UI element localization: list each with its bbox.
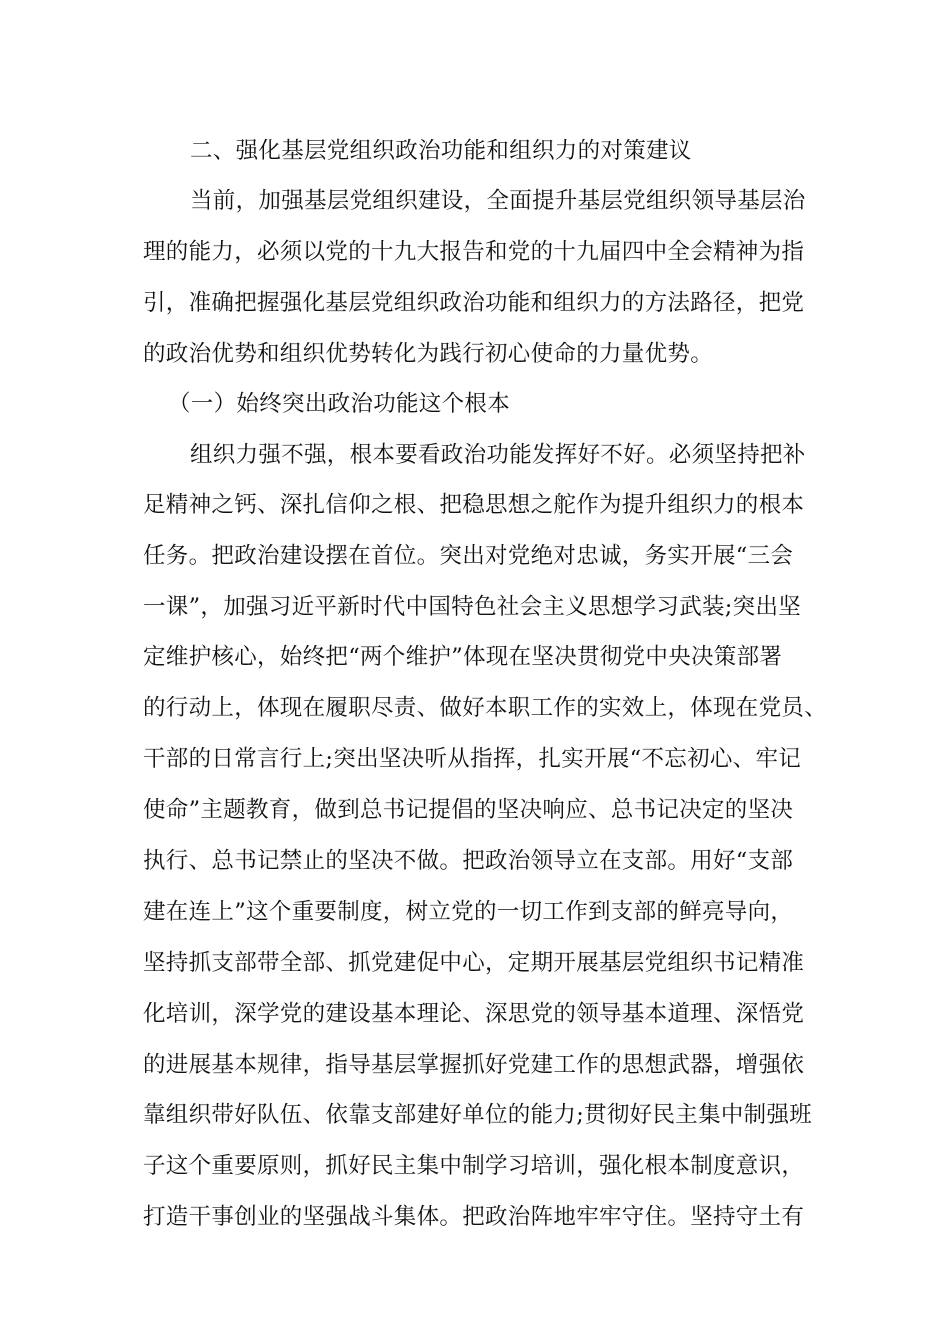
paragraph-line: 子这个重要原则，抓好民主集中制学习培训，强化根本制度意识，	[143, 1153, 805, 1179]
paragraph-line: 定维护核心，始终把“两个维护”体现在坚决贯彻党中央决策部署	[143, 644, 783, 670]
paragraph-line: 打造干事创业的坚强战斗集体。把政治阵地牢牢守住。坚持守土有	[143, 1204, 805, 1230]
section-heading: 二、强化基层党组织政治功能和组织力的对策建议	[190, 138, 692, 164]
paragraph-line: 使命”主题教育，做到总书记提倡的坚决响应、总书记决定的坚决	[143, 797, 794, 823]
subsection-heading: （一）始终突出政治功能这个根本	[168, 391, 511, 417]
paragraph-line: 当前，加强基层党组织建设，全面提升基层党组织领导基层治	[190, 188, 806, 214]
paragraph-line: 一课”，加强习近平新时代中国特色社会主义思想学习武装;突出坚	[143, 594, 802, 620]
paragraph-line: 化培训，深学党的建设基本理论、深思党的领导基本道理、深悟党	[143, 1001, 805, 1027]
paragraph-line: 理的能力，必须以党的十九大报告和党的十九届四中全会精神为指	[143, 239, 805, 265]
paragraph-line: 任务。把政治建设摆在首位。突出对党绝对忠诚，务实开展“三会	[143, 543, 794, 569]
paragraph-line: 靠组织带好队伍、依靠支部建好单位的能力;贯彻好民主集中制强班	[143, 1102, 813, 1128]
paragraph-line: 的进展基本规律，指导基层掌握抓好党建工作的思想武器，增强依	[143, 1052, 805, 1078]
paragraph-line: 引，准确把握强化基层党组织政治功能和组织力的方法路径，把党	[143, 290, 805, 316]
paragraph-line: 坚持抓支部带全部、抓党建促中心，定期开展基层党组织书记精准	[143, 950, 805, 976]
paragraph-line: 的政治优势和组织优势转化为践行初心使命的力量优势。	[143, 341, 714, 367]
paragraph-line: 组织力强不强，根本要看政治功能发挥好不好。必须坚持把补	[190, 442, 806, 468]
paragraph-line: 建在连上”这个重要制度，树立党的一切工作到支部的鲜亮导向，	[143, 899, 794, 925]
paragraph-line: 的行动上，体现在履职尽责、做好本职工作的实效上，体现在党员、	[143, 695, 828, 721]
paragraph-line: 干部的日常言行上;突出坚决听从指挥，扎实开展“不忘初心、牢记	[143, 746, 802, 772]
paragraph-line: 足精神之钙、深扎信仰之根、把稳思想之舵作为提升组织力的根本	[143, 492, 805, 518]
paragraph-line: 执行、总书记禁止的坚决不做。把政治领导立在支部。用好“支部	[143, 848, 794, 874]
